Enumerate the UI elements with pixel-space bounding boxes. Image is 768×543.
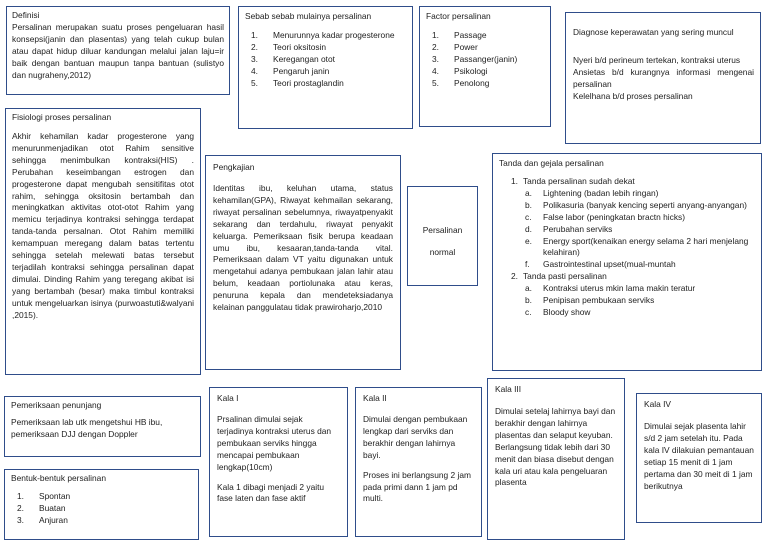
factor-item (426, 54, 544, 66)
sebab-item (245, 54, 406, 66)
sebab-item-label: Menurunnya kadar progesterone (273, 29, 395, 40)
sebab-item-label: Keregangan otot (273, 53, 335, 64)
factor-item (426, 66, 544, 78)
factor-item-label: Penolong (454, 77, 490, 88)
list-marker: 2. (432, 41, 439, 52)
sebab-title: Sebab sebab mulainya persalinan (245, 11, 372, 21)
bentuk-list (11, 491, 192, 527)
list-marker: 1. (511, 175, 518, 186)
list-marker: 3. (432, 53, 439, 64)
list-marker: 2. (251, 41, 258, 52)
pemeriksaan-text: Pemeriksaan lab utk mengetshui HB ibu, pemeriksaan DJJ dengan Doppler (11, 416, 163, 439)
tanda-box (492, 153, 762, 371)
list-marker: 5. (251, 77, 258, 88)
definisi-text: Persalinan merupakan suatu proses pengeluaran hasil konsepsi(janin dan plasentas) yang telah cukup bulan atau dapat hidup diluar kandungan melalui jalan laju=ir baik dengan bantuan maupun tanpa bantuan (sulistyo dan nugraheny,2012) (12, 21, 224, 80)
list-marker: 2. (511, 271, 518, 282)
tanda-item (525, 236, 755, 260)
bentuk-item-label: Spontan (39, 490, 71, 501)
kala3-box (487, 378, 625, 540)
tanda-item (525, 188, 755, 200)
list-marker: 1. (17, 490, 24, 501)
bentuk-item (11, 491, 192, 503)
tanda-item (525, 295, 755, 307)
fisiologi-box (5, 108, 201, 375)
kala1-box (209, 387, 348, 537)
sebab-item (245, 30, 406, 42)
list-marker: f. (525, 259, 530, 270)
bentuk-item (11, 503, 192, 515)
normal-line-1: Persalinan (422, 225, 463, 235)
list-marker: c. (525, 211, 532, 222)
factor-item-label: Power (454, 41, 478, 52)
factor-box (419, 6, 551, 127)
tanda-group-label: Tanda persalinan sudah dekat (523, 175, 635, 186)
tanda-group-label: Tanda pasti persalinan (523, 271, 607, 282)
kala1-title: Kala I (217, 393, 239, 403)
bentuk-item-label: Buatan (39, 502, 66, 513)
diagnose-box (565, 12, 761, 144)
kala4-title: Kala IV (644, 399, 672, 409)
tanda-item (525, 307, 755, 319)
tanda-item (525, 224, 755, 236)
tanda-group-heading (499, 176, 755, 188)
sebab-item-label: Teori oksitosin (273, 41, 327, 52)
list-marker: 5. (432, 77, 439, 88)
sebab-item (245, 78, 406, 90)
tanda-title: Tanda dan gejala persalinan (499, 158, 604, 168)
sebab-box (238, 6, 413, 129)
sebab-item-label: Teori prostaglandin (273, 77, 344, 88)
factor-item (426, 78, 544, 90)
tanda-item (525, 200, 755, 212)
tanda-item-label: Bloody show (543, 307, 591, 318)
factor-item-label: Passage (454, 29, 487, 40)
tanda-list (499, 176, 755, 319)
pengkajian-title: Pengkajian (213, 162, 255, 172)
tanda-item-label: False labor (peningkatan bractn hicks) (543, 211, 685, 222)
kala3-text: Dimulai setelaj lahirnya bayi dan berakhir dengan lahirnya plasentas dan selaput keyuban. Berlangsung tidak lebih dari 30 menit dan biasa disebut dengan kala uri atau kala pengeluaran plasenta (495, 405, 616, 488)
kala3-title: Kala III (495, 384, 522, 394)
normal-line-2: normal (429, 246, 456, 257)
factor-item (426, 42, 544, 54)
tanda-group-heading (499, 271, 755, 283)
bentuk-item (11, 515, 192, 527)
diagnose-title: Diagnose keperawatan yang sering muncul (573, 27, 734, 37)
sebab-item (245, 66, 406, 78)
factor-list (426, 30, 544, 90)
kala4-text: Dimulai sejak plasenta lahir s/d 2 jam setelah itu. Pada kala IV dilakuian pemantauan setiap 15 menit di 1 jam pertama dan 30 meit di 1 jam berikutnya (644, 420, 754, 491)
tanda-item-label: Energy sport(kenaikan energy selama 2 hari menjelang kelahiran) (543, 235, 749, 258)
list-marker: a. (525, 187, 532, 198)
kala1-p1: Prsalinan dimulai sejak terjadinya kontraksi uterus dan pembukaan serviks hingga mencapai pembukaan lengkap(10cm) (217, 413, 332, 472)
fisiologi-title: Fisiologi proses persalinan (12, 112, 112, 122)
factor-item-label: Psikologi (454, 65, 488, 76)
kala2-title: Kala II (363, 393, 387, 403)
kala4-box (636, 393, 762, 523)
pengkajian-box (205, 155, 401, 370)
list-marker: e. (525, 235, 532, 246)
list-marker: 3. (17, 514, 24, 525)
pengkajian-text: Identitas ibu, keluhan utama, status kehamilan(GPA), Riwayat kehmailan sekarang, riwayat persalinan sebelumnya, riwayatpenyakit sekarang dan terdahulu, riwayat penyakit keluarga. Pemeriksaan fisik berupa keadaan umu ibu, kesaaran,tanda-tanda vital. Pemeriksaan dalam VT yaitu digunakan untuk mengetahui adanya pembukaan jalan lahir atau belum, keadaan portiolunaka atau keras, penuruna kepala dan mendeteksiadanya kelainan panggulatau tidak prawiroharjo,2010 (213, 182, 393, 313)
list-marker: 2. (17, 502, 24, 513)
bentuk-title: Bentuk-bentuk persalinan (11, 473, 106, 483)
list-marker: d. (525, 223, 532, 234)
definisi-title: Definisi (12, 10, 40, 20)
list-marker: 1. (432, 29, 439, 40)
factor-item-label: Passanger(janin) (454, 53, 518, 64)
list-marker: 4. (432, 65, 439, 76)
kala2-p1: Dimulai dengan pembukaan lengkap dari serviks dan berakhir dengan lahirnya bayi. (363, 413, 468, 460)
list-marker: 4. (251, 65, 258, 76)
list-marker: b. (525, 199, 532, 210)
list-marker: 1. (251, 29, 258, 40)
sebab-item-label: Pengaruh janin (273, 65, 330, 76)
list-marker: b. (525, 295, 532, 306)
tanda-item-label: Polikasuria (banyak kencing seperti anyang-anyangan) (543, 199, 747, 210)
tanda-item-label: Kontraksi uterus mkin lama makin teratur (543, 283, 696, 294)
kala2-box (355, 387, 482, 537)
list-marker: 3. (251, 53, 258, 64)
sebab-list (245, 30, 406, 90)
tanda-item-label: Perubahan serviks (543, 223, 613, 234)
diagnose-line-2: Ansietas b/d kurangnya informasi mengenai persalinan (573, 66, 754, 89)
sebab-item (245, 42, 406, 54)
pemeriksaan-box (4, 396, 201, 457)
tanda-item-label: Lightening (badan lebih ringan) (543, 187, 659, 198)
list-marker: a. (525, 283, 532, 294)
bentuk-item-label: Anjuran (39, 514, 68, 525)
factor-item (426, 30, 544, 42)
diagnose-line-1: Nyeri b/d perineum tertekan, kontraksi uterus (573, 54, 741, 65)
kala2-p2: Proses ini berlangsung 2 jam pada primi dann 1 jam pd multi. (363, 469, 472, 504)
fisiologi-text: Akhir kehamilan kadar progesterone yang menurunmenjadikan otot Rahim sensitive sehingga menimbulkan kontraksi(HIS) . Perubahan keseimbangan estrogen dan progesterone dapat mengubah sensitifitas otot rahim, sehingga oksitosin bertambah dan meningkatkan aktivitas otot-otot Rahim yang memicu terjadinya kontraksi sehingga terdapat tanda-tanda persalnan. Otot Rahim memiliki kemampuan meregang dalam batas tertentu sehingga setelah melewati batas tersebut terjadilah kontraksi sehingga persalinan dapat dimulai. Dinding Rahim yang teregang akibat isi yang bertambah (besar) maka timbul kontraksi untuk mengeluarkan isinya (purwoastuti&walyani ,2015). (12, 130, 194, 320)
diagnose-line-3: Kelelhana b/d proses persalinan (573, 90, 693, 101)
tanda-item-label: Gastrointestinal upset(mual-muntah (543, 259, 676, 270)
list-marker: c. (525, 307, 532, 318)
tanda-item-label: Penipisan pembukaan serviks (543, 295, 655, 306)
factor-title: Factor persalinan (426, 11, 491, 21)
tanda-item (525, 283, 755, 295)
persalinan-normal-box (407, 186, 478, 286)
tanda-item (525, 259, 755, 271)
pemeriksaan-title: Pemeriksaan penunjang (11, 400, 102, 410)
tanda-item (525, 212, 755, 224)
definisi-box (6, 6, 230, 95)
bentuk-box (4, 469, 199, 540)
kala1-p2: Kala 1 dibagi menjadi 2 yaitu fase laten dan fase aktif (217, 481, 325, 504)
